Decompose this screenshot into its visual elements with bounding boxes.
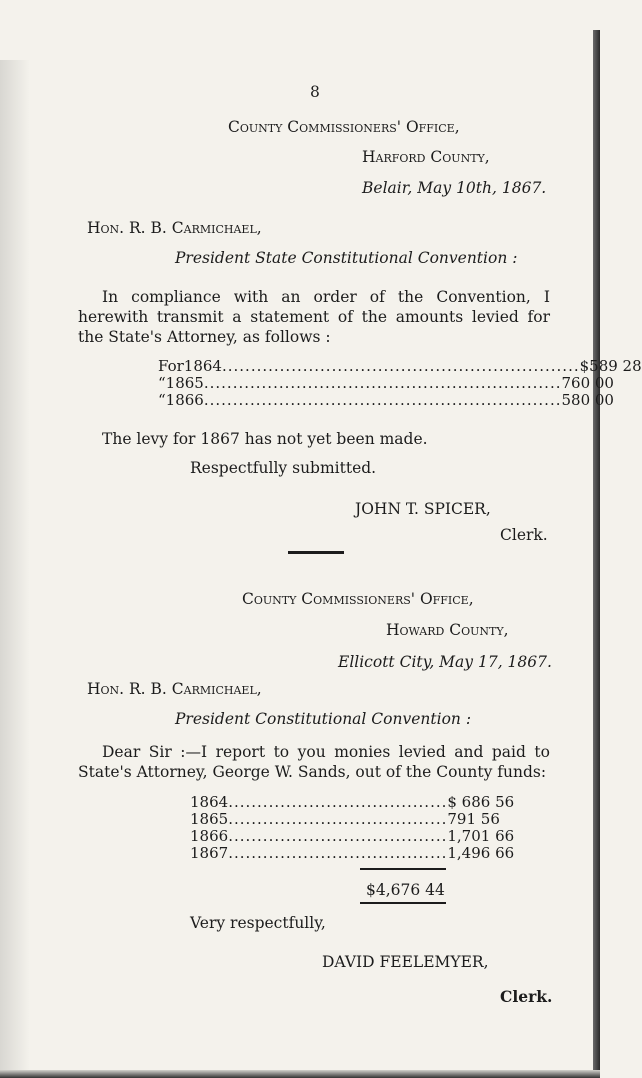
- ledger-amount: 1,496 66: [447, 844, 515, 862]
- letter2-body-text: Dear Sir :—I report to you monies levied and paid to State's Attorney, George W. Sands, out of the County funds:: [78, 743, 550, 781]
- letter1-body: [78, 287, 550, 347]
- ledger-year: 1866: [190, 827, 229, 845]
- ledger-amount: $ 686 56: [447, 793, 515, 811]
- letter2-total: $4,676 44: [366, 881, 445, 899]
- ledger-leader: ......................................: [228, 844, 448, 862]
- letter1-signer-title: Clerk.: [500, 526, 548, 544]
- ledger-row: [158, 357, 642, 375]
- ledger-row: [158, 374, 614, 392]
- ledger-year: 1867: [190, 844, 229, 862]
- ledger-row: [190, 844, 515, 862]
- ledger-row: [158, 391, 614, 409]
- letter2-signer-title: Clerk.: [500, 987, 553, 1006]
- total-rule: [360, 868, 446, 870]
- ledger-prefix: “: [158, 374, 166, 392]
- page-number: 8: [310, 83, 320, 101]
- letter2-closing: Very respectfully,: [190, 914, 326, 932]
- letter1-body-text: In compliance with an order of the Convention, I herewith transmit a statement of the amounts levied for the State's Attorney, as follows :: [78, 288, 550, 346]
- letter2-place-date: Ellicott City, May 17, 1867.: [338, 653, 552, 671]
- ledger-leader: ..............................................................: [203, 391, 562, 409]
- letter1-note: The levy for 1867 has not yet been made.: [102, 430, 428, 448]
- letter1-place-date: Belair, May 10th, 1867.: [362, 179, 547, 197]
- ledger-leader: ..............................................................: [221, 357, 580, 375]
- letter1-addressee-title: President State Constitutional Convention :: [175, 249, 518, 267]
- ledger-leader: ..............................................................: [203, 374, 562, 392]
- ledger-amount: $589 28: [579, 357, 642, 375]
- letter1-closing: Respectfully submitted.: [190, 459, 377, 477]
- letter1-salutation: Hon. R. B. Carmichael,: [87, 219, 262, 237]
- page-binding-edge: [593, 30, 600, 1070]
- ledger-year: 1864: [183, 357, 222, 375]
- letter1-office: County Commissioners' Office,: [228, 118, 460, 136]
- letter2-ledger: [190, 793, 515, 862]
- page-bottom-edge: [0, 1070, 600, 1078]
- ledger-amount: 791 56: [447, 810, 500, 828]
- ledger-leader: ......................................: [228, 810, 448, 828]
- ledger-amount: 1,701 66: [447, 827, 515, 845]
- ledger-row: [190, 793, 515, 811]
- ledger-prefix: “: [158, 391, 166, 409]
- letter1-county: Harford County,: [362, 148, 490, 166]
- ledger-prefix: For: [158, 357, 184, 375]
- letter2-addressee-title: President Constitutional Convention :: [175, 710, 472, 728]
- ledger-amount: 760 00: [561, 374, 614, 392]
- ledger-row: [190, 827, 515, 845]
- ledger-leader: ......................................: [228, 793, 448, 811]
- total-rule-bottom: [360, 902, 446, 904]
- ledger-year: 1865: [190, 810, 229, 828]
- letter2-office: County Commissioners' Office,: [242, 590, 474, 608]
- ledger-year: 1865: [165, 374, 204, 392]
- ledger-year: 1866: [165, 391, 204, 409]
- ledger-year: 1864: [190, 793, 229, 811]
- ledger-amount: 580 00: [561, 391, 614, 409]
- page-shadow-left: [0, 60, 30, 1070]
- ledger-row: [190, 810, 500, 828]
- letter1-ledger: [158, 357, 642, 409]
- letter2-body: [78, 742, 550, 782]
- letter2-signer: DAVID FEELEMYER,: [322, 953, 489, 971]
- letter2-county: Howard County,: [386, 621, 509, 639]
- section-divider: [288, 551, 344, 554]
- letter2-salutation: Hon. R. B. Carmichael,: [87, 680, 262, 698]
- letter1-signer: JOHN T. SPICER,: [355, 500, 491, 518]
- ledger-leader: ......................................: [228, 827, 448, 845]
